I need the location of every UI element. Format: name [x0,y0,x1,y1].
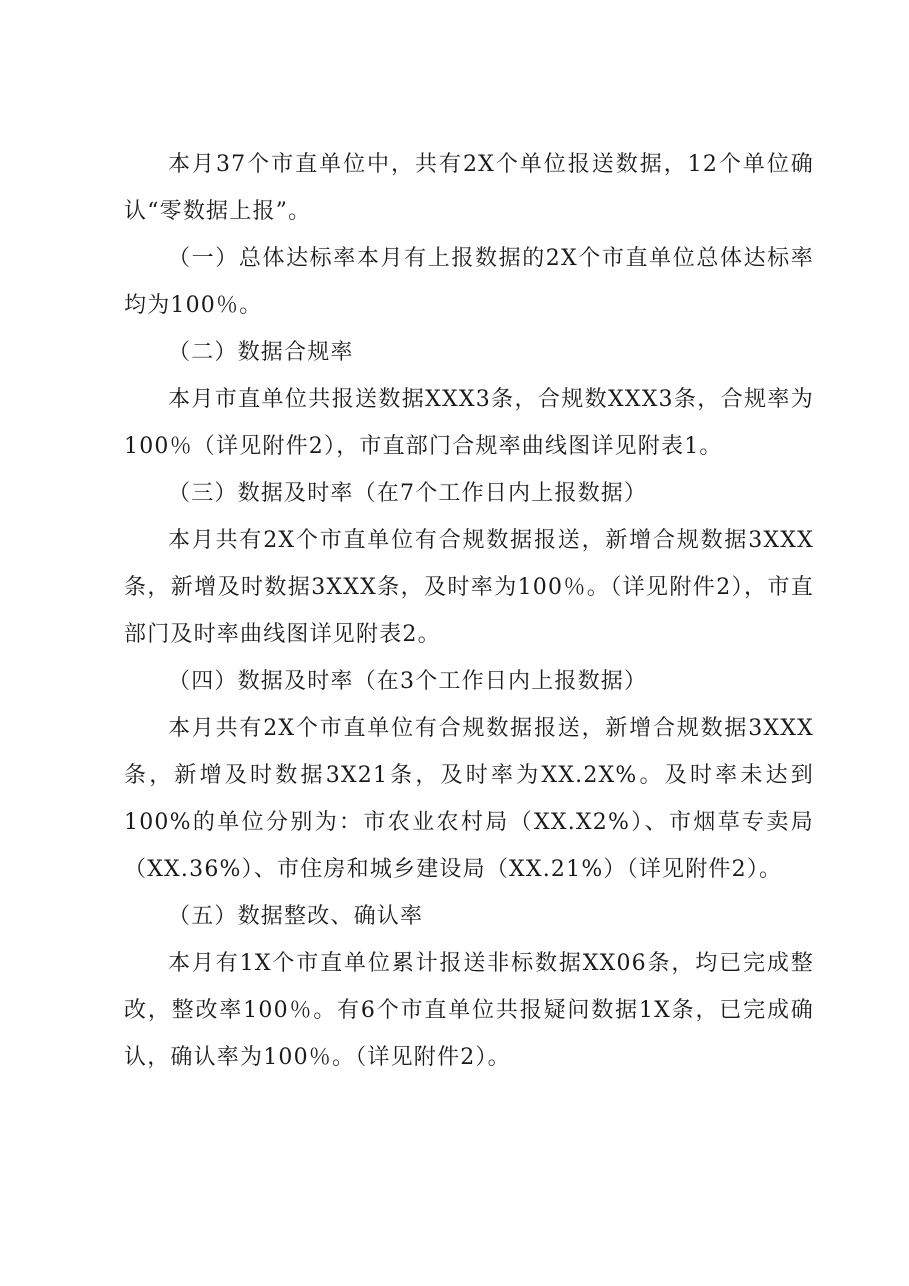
paragraph-overall-rate: （一）总体达标率本月有上报数据的2X个市直单位总体达标率均为100％。 [124,246,814,318]
section-heading-timeliness-3-days: （四）数据及时率（在3个工作日内上报数据） [168,669,648,694]
section-heading-rectification: （五）数据整改、确认率 [168,904,424,929]
section-heading-timeliness-7-days: （三）数据及时率（在7个工作日内上报数据） [168,481,648,506]
paragraph-rectification: 本月有1X个市直单位累计报送非标数据XX06条，均已完成整改，整改率100％。有6个市直单位共报疑问数据1X条，已完成确认，确认率为100％。（详见附件2）。 [124,951,814,1070]
paragraph-timeliness-3-days: 本月共有2X个市直单位有合规数据报送，新增合规数据3XXX条，新增及时数据3X21条，及时率为XX.2X%。及时率未达到100%的单位分别为：市农业农村局（XX.X2%）、市烟草专卖局（XX.36%）、市住房和城乡建设局（XX.21%）（详见附件2）。 [124,716,814,882]
paragraph-compliance: 本月市直单位共报送数据XXX3条，合规数XXX3条，合规率为100％（详见附件2），市直部门合规率曲线图详见附表1。 [124,387,814,459]
paragraph-timeliness-7-days: 本月共有2X个市直单位有合规数据报送，新增合规数据3XXX条，新增及时数据3XXX条，及时率为100％。（详见附件2），市直部门及时率曲线图详见附表2。 [124,528,814,647]
section-heading-compliance: （二）数据合规率 [168,340,354,365]
paragraph-summary: 本月37个市直单位中，共有2X个单位报送数据，12个单位确认“零数据上报”。 [124,152,814,224]
document-body [124,141,814,1081]
